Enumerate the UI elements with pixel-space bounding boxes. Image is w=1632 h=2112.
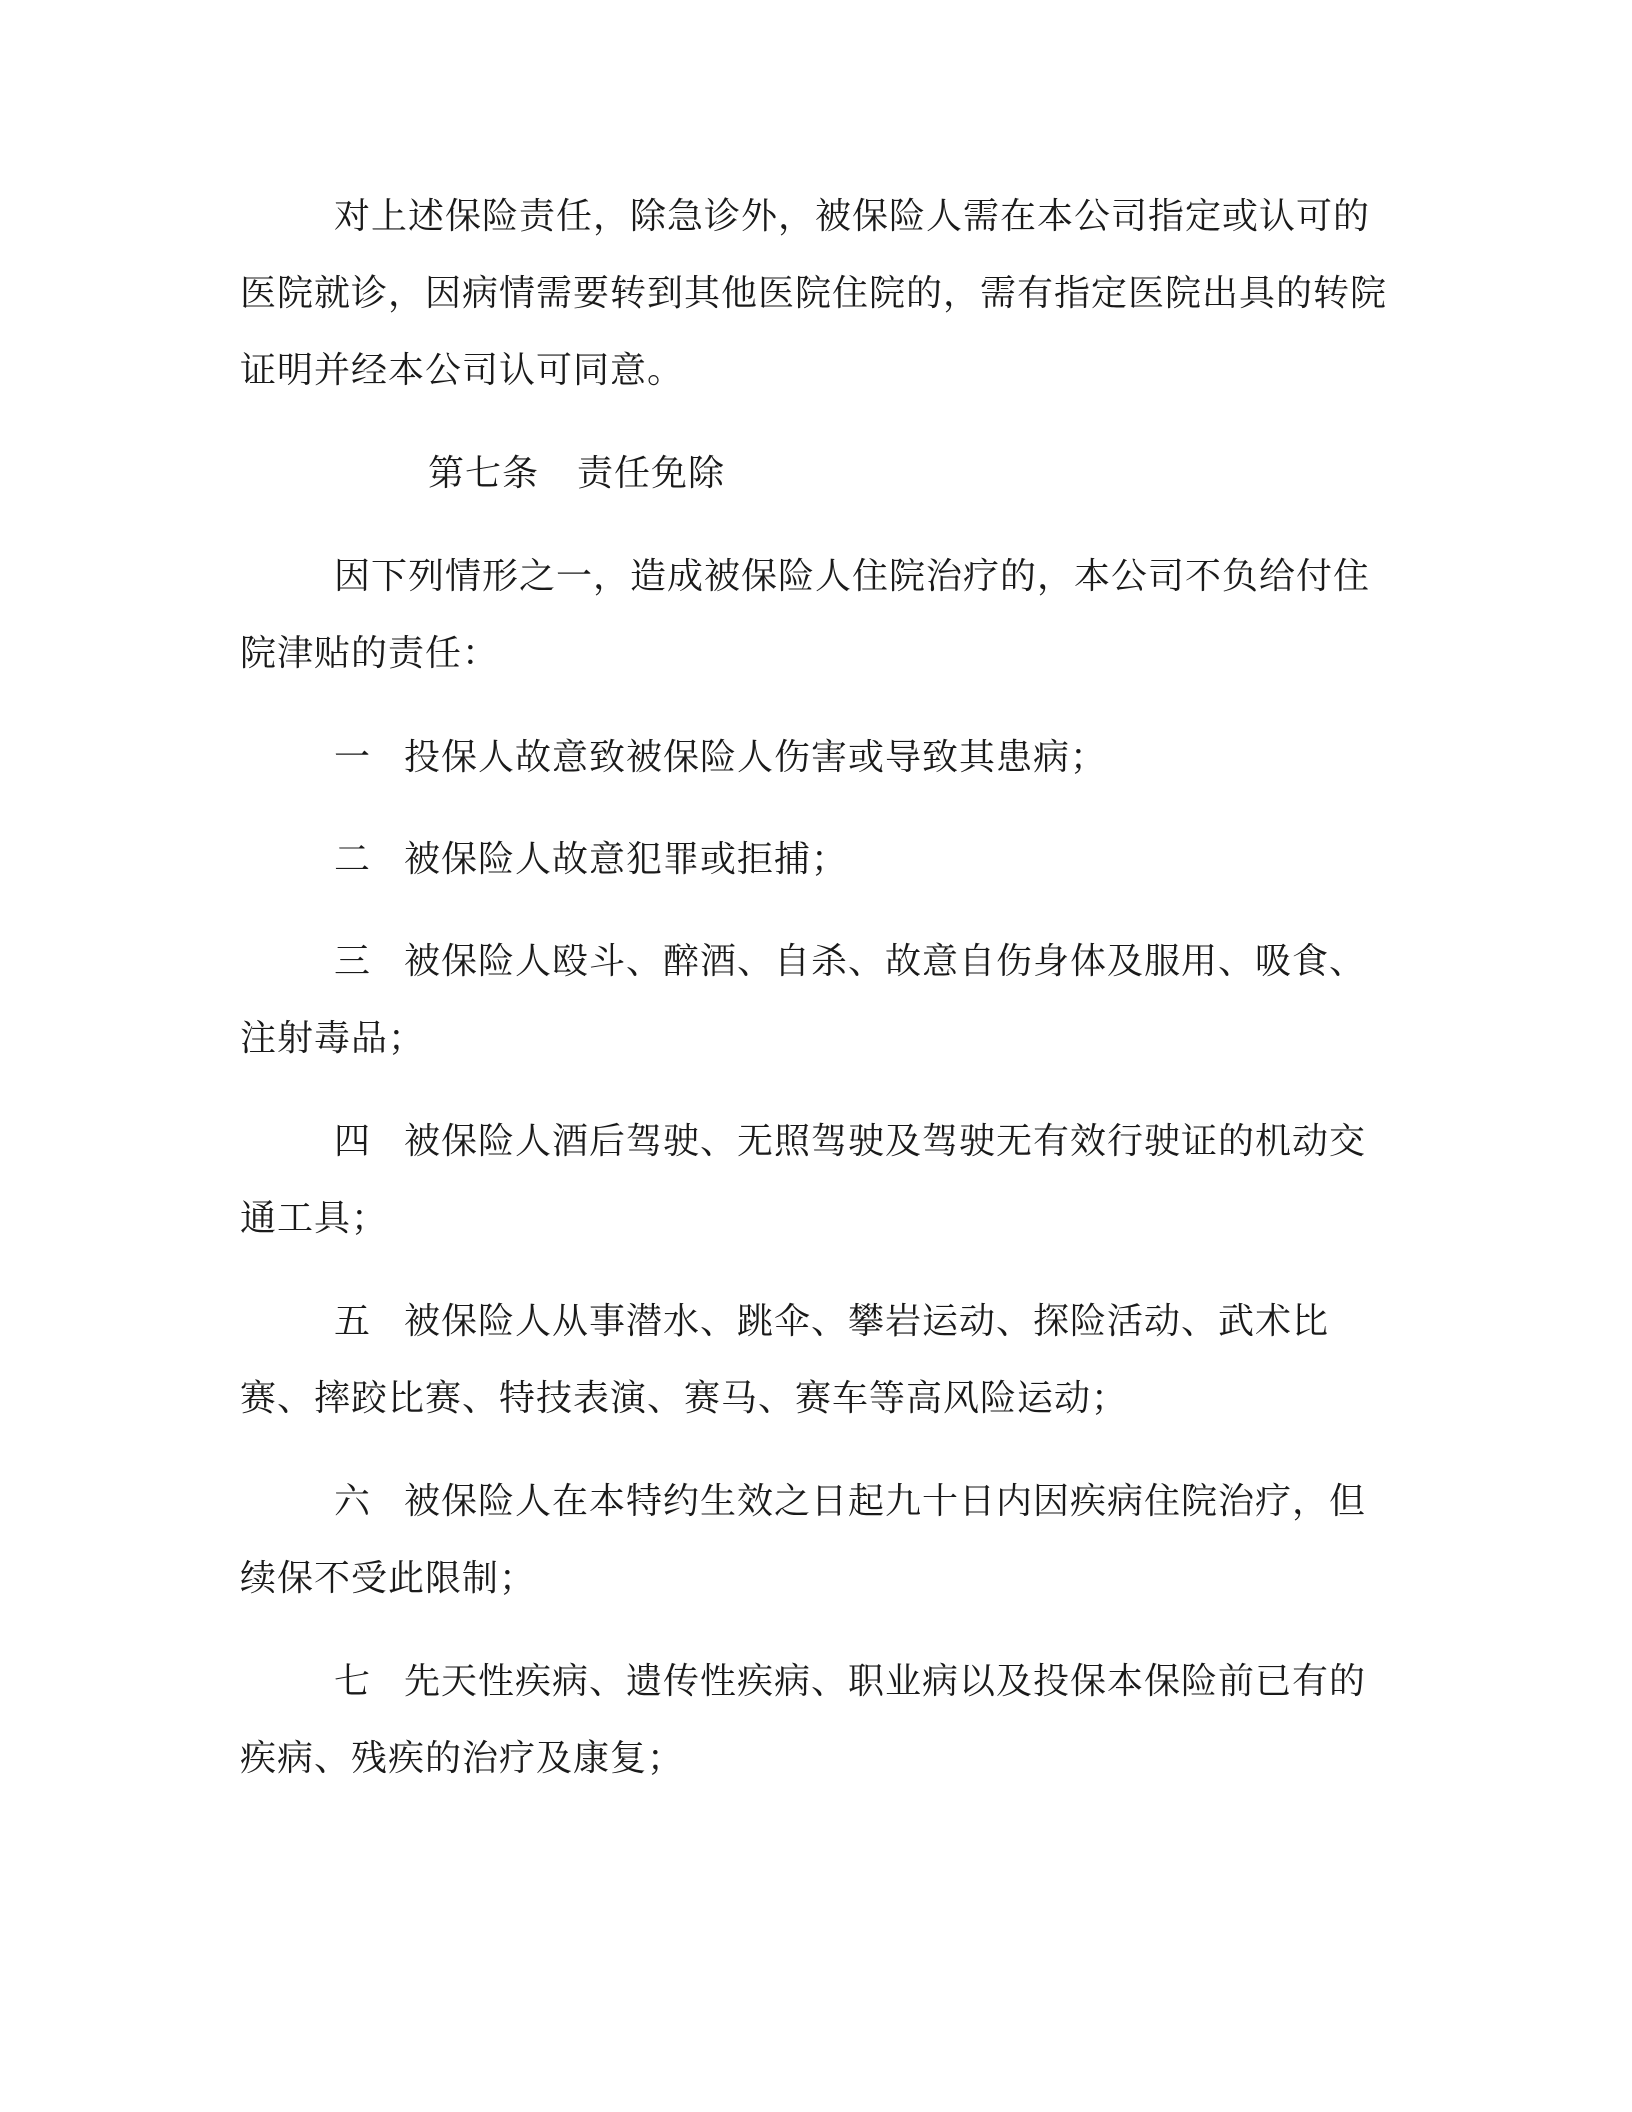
list-item: [240, 1103, 1390, 1257]
item-number: 七: [334, 1661, 372, 1702]
list-item: [240, 719, 1390, 796]
item-number: 三: [334, 941, 372, 982]
article-number: 第七条: [428, 453, 540, 494]
article-heading: [240, 435, 1390, 512]
item-number: 六: [334, 1481, 372, 1522]
list-item: [240, 1643, 1390, 1797]
article-lead: 因下列情形之一，造成被保险人住院治疗的，本公司不负给付住院津贴的责任：: [240, 556, 1371, 674]
item-number: 五: [334, 1301, 372, 1342]
item-text: 被保险人在本特约生效之日起九十日内因疾病住院治疗，但续保不受此限制；: [240, 1481, 1367, 1599]
item-text: 先天性疾病、遗传性疾病、职业病以及投保本保险前已有的疾病、残疾的治疗及康复；: [240, 1661, 1367, 1779]
item-text: 投保人故意致被保险人伤害或导致其患病；: [404, 737, 1108, 778]
list-item: [240, 1283, 1390, 1437]
item-number: 四: [334, 1121, 372, 1162]
item-text: 被保险人故意犯罪或拒捕；: [404, 839, 849, 880]
item-number: 一: [334, 737, 372, 778]
article-title: 责任免除: [577, 453, 726, 494]
item-text: 被保险人酒后驾驶、无照驾驶及驾驶无有效行驶证的机动交通工具；: [240, 1121, 1367, 1239]
list-item: [240, 821, 1390, 898]
item-text: 被保险人殴斗、醉酒、自杀、故意自伤身体及服用、吸食、注射毒品；: [240, 941, 1367, 1059]
list-item: [240, 1463, 1390, 1617]
intro-paragraph: 对上述保险责任，除急诊外，被保险人需在本公司指定或认可的医院就诊，因病情需要转到其他医院住院的，需有指定医院出具的转院证明并经本公司认可同意。: [240, 196, 1388, 391]
item-text: 被保险人从事潜水、跳伞、攀岩运动、探险活动、武术比赛、摔跤比赛、特技表演、赛马、赛车等高风险运动；: [240, 1301, 1330, 1419]
list-item: [240, 923, 1390, 1077]
item-number: 二: [334, 839, 372, 880]
